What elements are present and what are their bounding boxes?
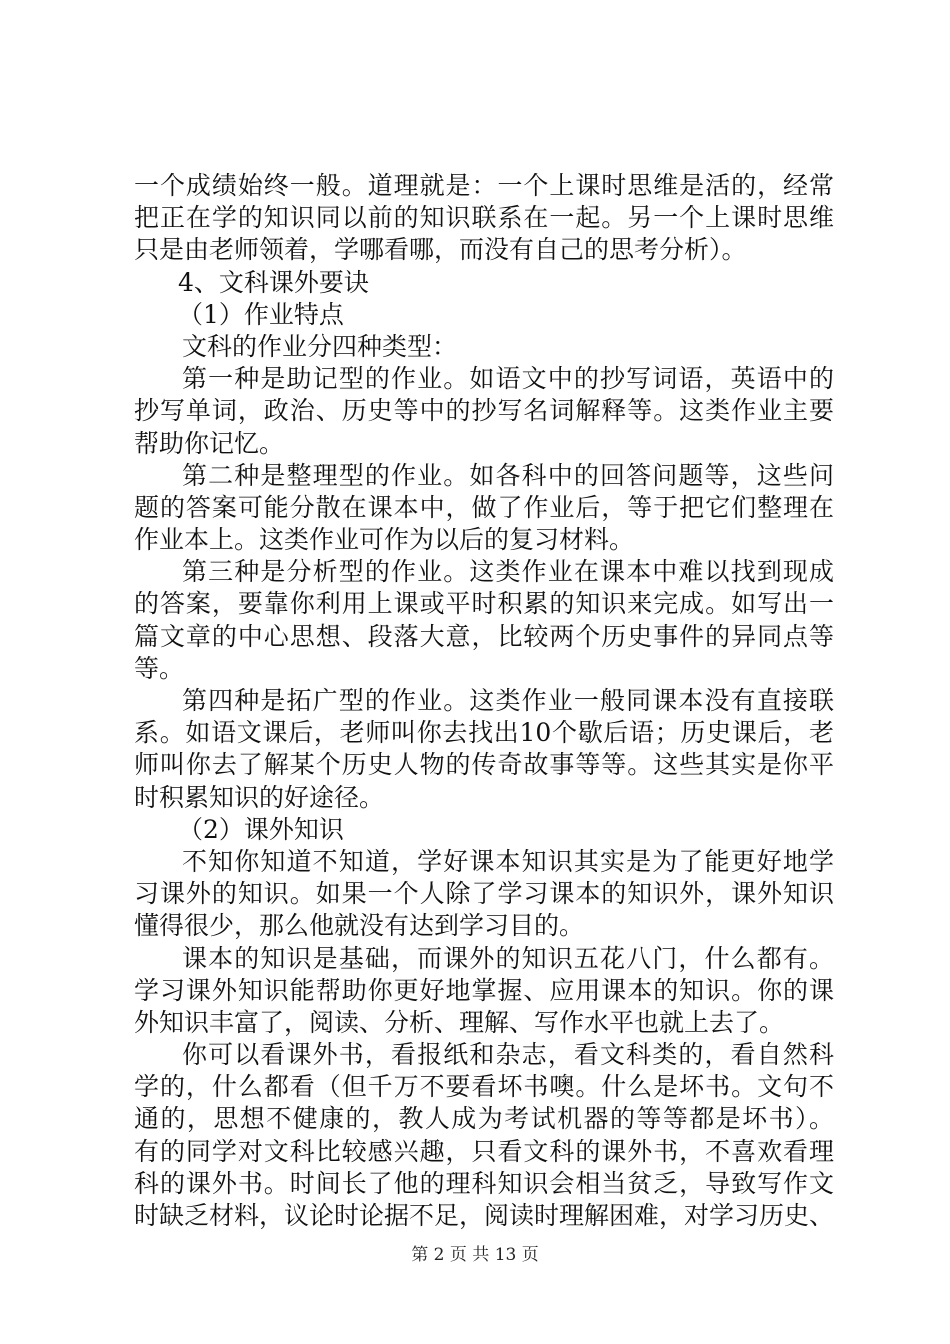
text-line: 课本的知识是基础，而课外的知识五花八门，什么都有。 (182, 943, 834, 973)
text-line: 师叫你去了解某个历史人物的传奇故事等等。这些其实是你平 (134, 750, 834, 780)
text-line: 第二种是整理型的作业。如各科中的回答问题等，这些问 (182, 460, 834, 490)
text-line: 有的同学对文科比较感兴趣，只看文科的课外书，不喜欢看理 (134, 1136, 834, 1166)
page-footer (0, 1244, 950, 1266)
text-line: 第一种是助记型的作业。如语文中的抄写词语，英语中的 (182, 364, 834, 394)
text-line: 第三种是分析型的作业。这类作业在课本中难以找到现成 (182, 557, 834, 587)
subsection-heading: （2）课外知识 (178, 814, 344, 844)
text-line: 一个成绩始终一般。道理就是：一个上课时思维是活的，经常 (134, 171, 834, 200)
text-line: 时缺乏材料，议论时论据不足，阅读时理解困难，对学习历史、 (134, 1201, 835, 1230)
text-line: 学的，什么都看（但千万不要看坏书噢。什么是坏书。文句不 (134, 1072, 834, 1102)
text-line: 篇文章的中心思想、段落大意，比较两个历史事件的异同点等 (134, 621, 834, 651)
text-line: 等。 (134, 653, 185, 683)
text-line: 作业本上。这类作业可作为以后的复习材料。 (134, 525, 635, 555)
section-heading: 4、文科课外要诀 (178, 267, 369, 297)
text-line: 题的答案可能分散在课本中，做了作业后，等于把它们整理在 (134, 492, 834, 522)
text-line: 只是由老师领着，学哪看哪，而没有自己的思考分析）。 (134, 235, 747, 265)
text-line: 懂得很少，那么他就没有达到学习目的。 (134, 911, 585, 941)
text-line: 你可以看课外书，看报纸和杂志，看文科类的，看自然科 (182, 1040, 834, 1070)
text-line: 抄写单词，政治、历史等中的抄写名词解释等。这类作业主要 (134, 396, 834, 426)
text-line: 外知识丰富了，阅读、分析、理解、写作水平也就上去了。 (134, 1007, 785, 1037)
text-line: 习课外的知识。如果一个人除了学习课本的知识外，课外知识 (134, 879, 834, 909)
text-line: 的答案，要靠你利用上课或平时积累的知识来完成。如写出一 (134, 589, 834, 619)
document-body (134, 170, 834, 1232)
text-line: 把正在学的知识同以前的知识联系在一起。另一个上课时思维 (134, 203, 834, 233)
text-line: 学习课外知识能帮助你更好地掌握、应用课本的知识。你的课 (134, 975, 834, 1005)
text-line: 帮助你记忆。 (134, 428, 285, 458)
text-line: 文科的作业分四种类型： (182, 331, 458, 361)
page-number: 第 2 页 共 13 页 (411, 1245, 539, 1265)
text-line: 系。如语文课后，老师叫你去找出10个歇后语；历史课后，老 (134, 718, 834, 748)
text-line: 时积累知识的好途径。 (134, 782, 385, 812)
text-line: 不知你知道不知道，学好课本知识其实是为了能更好地学 (182, 846, 834, 876)
subsection-heading: （1）作业特点 (178, 299, 344, 329)
text-line: 通的，思想不健康的，教人成为考试机器的等等都是坏书）。 (134, 1104, 834, 1134)
text-line: 第四种是拓广型的作业。这类作业一般同课本没有直接联 (182, 686, 834, 715)
text-line: 科的课外书。时间长了他的理科知识会相当贫乏，导致写作文 (134, 1168, 834, 1198)
